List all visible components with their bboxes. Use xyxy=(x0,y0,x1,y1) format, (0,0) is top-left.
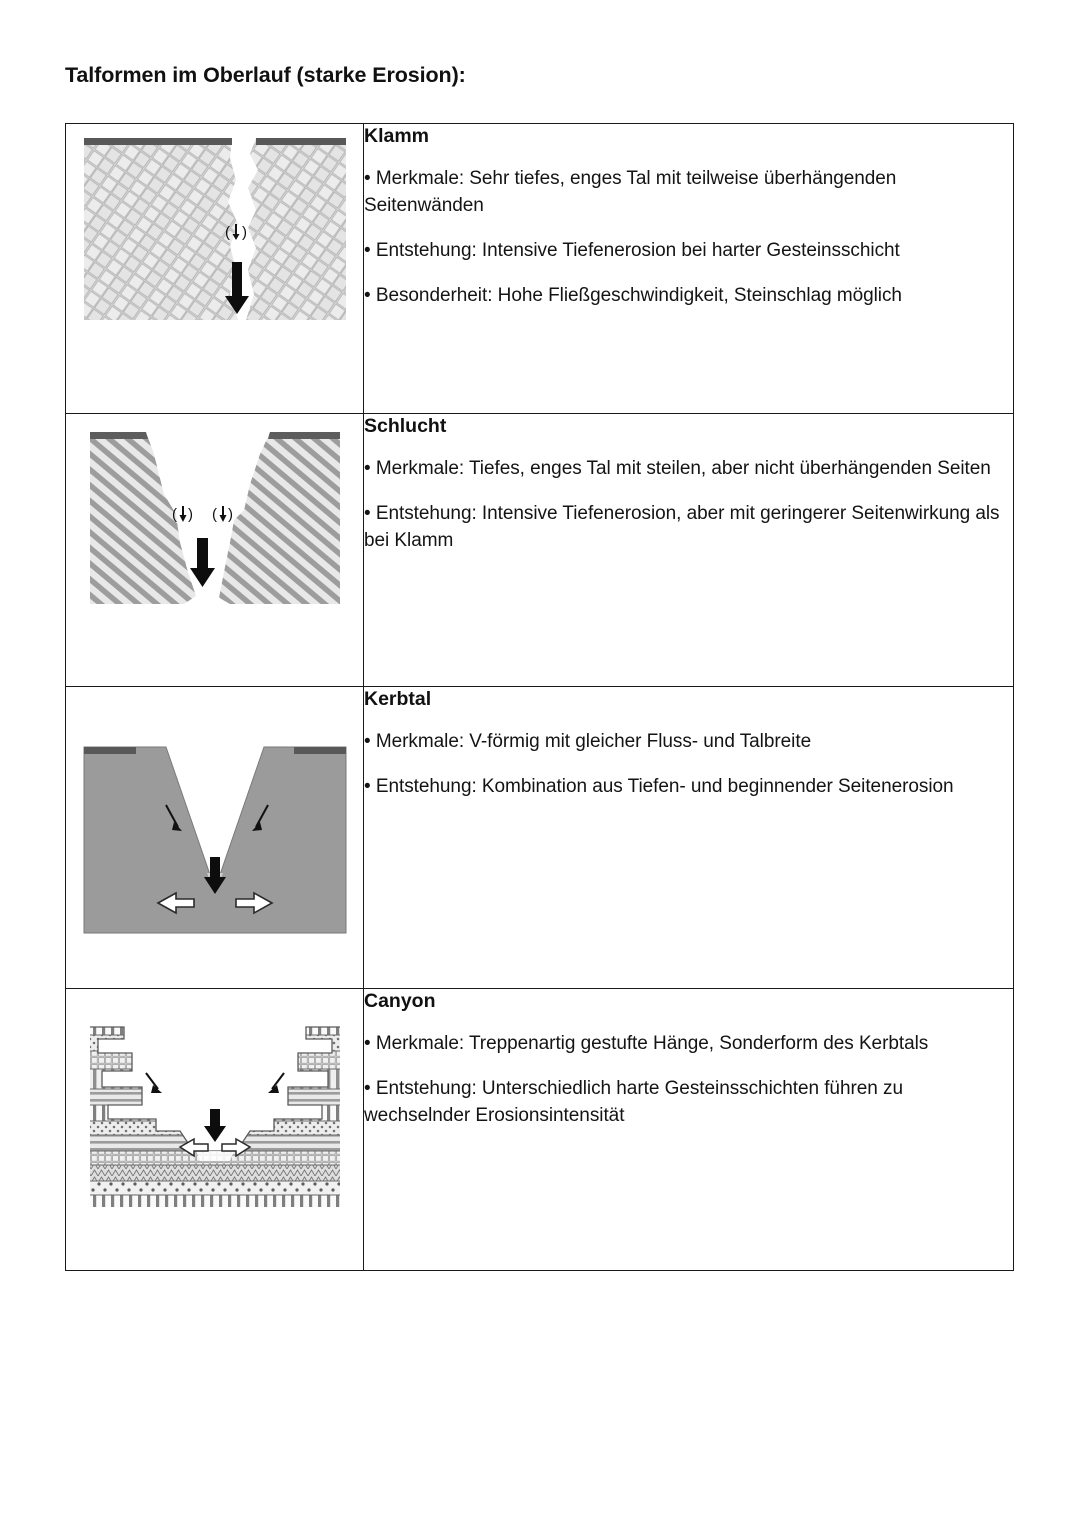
kerbtal-figure-cell xyxy=(66,687,364,989)
bullet-merkmale: • Merkmale: Treppenartig gestufte Hänge, Sonderform des Kerbtals xyxy=(364,1033,929,1055)
schlucht-figure-cell xyxy=(66,414,364,687)
row-title: Schlucht xyxy=(364,415,447,437)
table-row xyxy=(66,124,1014,414)
bullet-merkmale: • Merkmale: Sehr tiefes, enges Tal mit teilweise überhängenden Seitenwänden xyxy=(364,168,897,217)
slope-arrow-right xyxy=(268,1073,284,1093)
row-title: Kerbtal xyxy=(364,688,432,710)
cap-layer-right xyxy=(268,432,340,439)
kerbtal-v-valley-cross-section xyxy=(80,717,350,939)
cap-layer-right xyxy=(294,747,346,754)
klamm-text-cell xyxy=(364,124,1014,414)
cap-layer-left xyxy=(84,138,232,145)
bullet-entstehung: • Entstehung: Intensive Tiefenerosion, aber mit geringerer Seitenwirkung als bei Klamm xyxy=(364,503,1000,552)
river-bed xyxy=(196,1151,234,1161)
slope-arrow-left xyxy=(146,1073,162,1093)
schlucht-ravine-cross-section xyxy=(84,414,346,618)
svg-text:): ) xyxy=(187,506,193,523)
kerbtal-text-cell xyxy=(364,687,1014,989)
bullet-entstehung: • Entstehung: Kombination aus Tiefen- und beginnender Seitenerosion xyxy=(364,776,954,798)
canyon-figure-cell xyxy=(66,989,364,1271)
klamm-gorge-cross-section xyxy=(80,124,350,336)
row-title: Klamm xyxy=(364,125,430,147)
page-title: Talformen im Oberlauf (starke Erosion): xyxy=(65,63,466,87)
svg-text:(: ( xyxy=(171,506,177,523)
canyon-stepped-cross-section xyxy=(84,1001,346,1223)
cap-layer-right xyxy=(256,138,346,145)
depth-marker-left xyxy=(172,506,193,523)
bullet-entstehung: • Entstehung: Intensive Tiefenerosion bei harter Gesteinsschicht xyxy=(364,240,900,262)
bullet-merkmale: • Merkmale: V-förmig mit gleicher Fluss- und Talbreite xyxy=(364,731,812,753)
svg-text:(: ( xyxy=(224,224,230,241)
row-title: Canyon xyxy=(364,990,436,1012)
table-row xyxy=(66,414,1014,687)
bullet-entstehung: • Entstehung: Unterschiedlich harte Gesteinsschichten führen zu wechselnder Erosionsintensität xyxy=(364,1078,903,1127)
table-row xyxy=(66,687,1014,989)
valley-body xyxy=(84,747,346,933)
bullet-merkmale: • Merkmale: Tiefes, enges Tal mit steilen, aber nicht überhängenden Seiten xyxy=(364,458,991,480)
cap-layer-left xyxy=(84,747,136,754)
depth-marker-right xyxy=(212,506,233,523)
table-row xyxy=(66,989,1014,1271)
bullet-besonderheit: • Besonderheit: Hohe Fließgeschwindigkeit, Steinschlag möglich xyxy=(364,285,902,307)
cap-layer-left xyxy=(90,432,148,439)
canyon-text-cell xyxy=(364,989,1014,1271)
svg-text:(: ( xyxy=(211,506,217,523)
svg-text:): ) xyxy=(227,506,233,523)
erosion-down-arrow xyxy=(204,1109,226,1142)
schlucht-text-cell xyxy=(364,414,1014,687)
valley-forms-table xyxy=(65,123,1014,1271)
klamm-figure-cell xyxy=(66,124,364,414)
depth-marker xyxy=(225,224,247,241)
svg-text:): ) xyxy=(241,224,247,241)
